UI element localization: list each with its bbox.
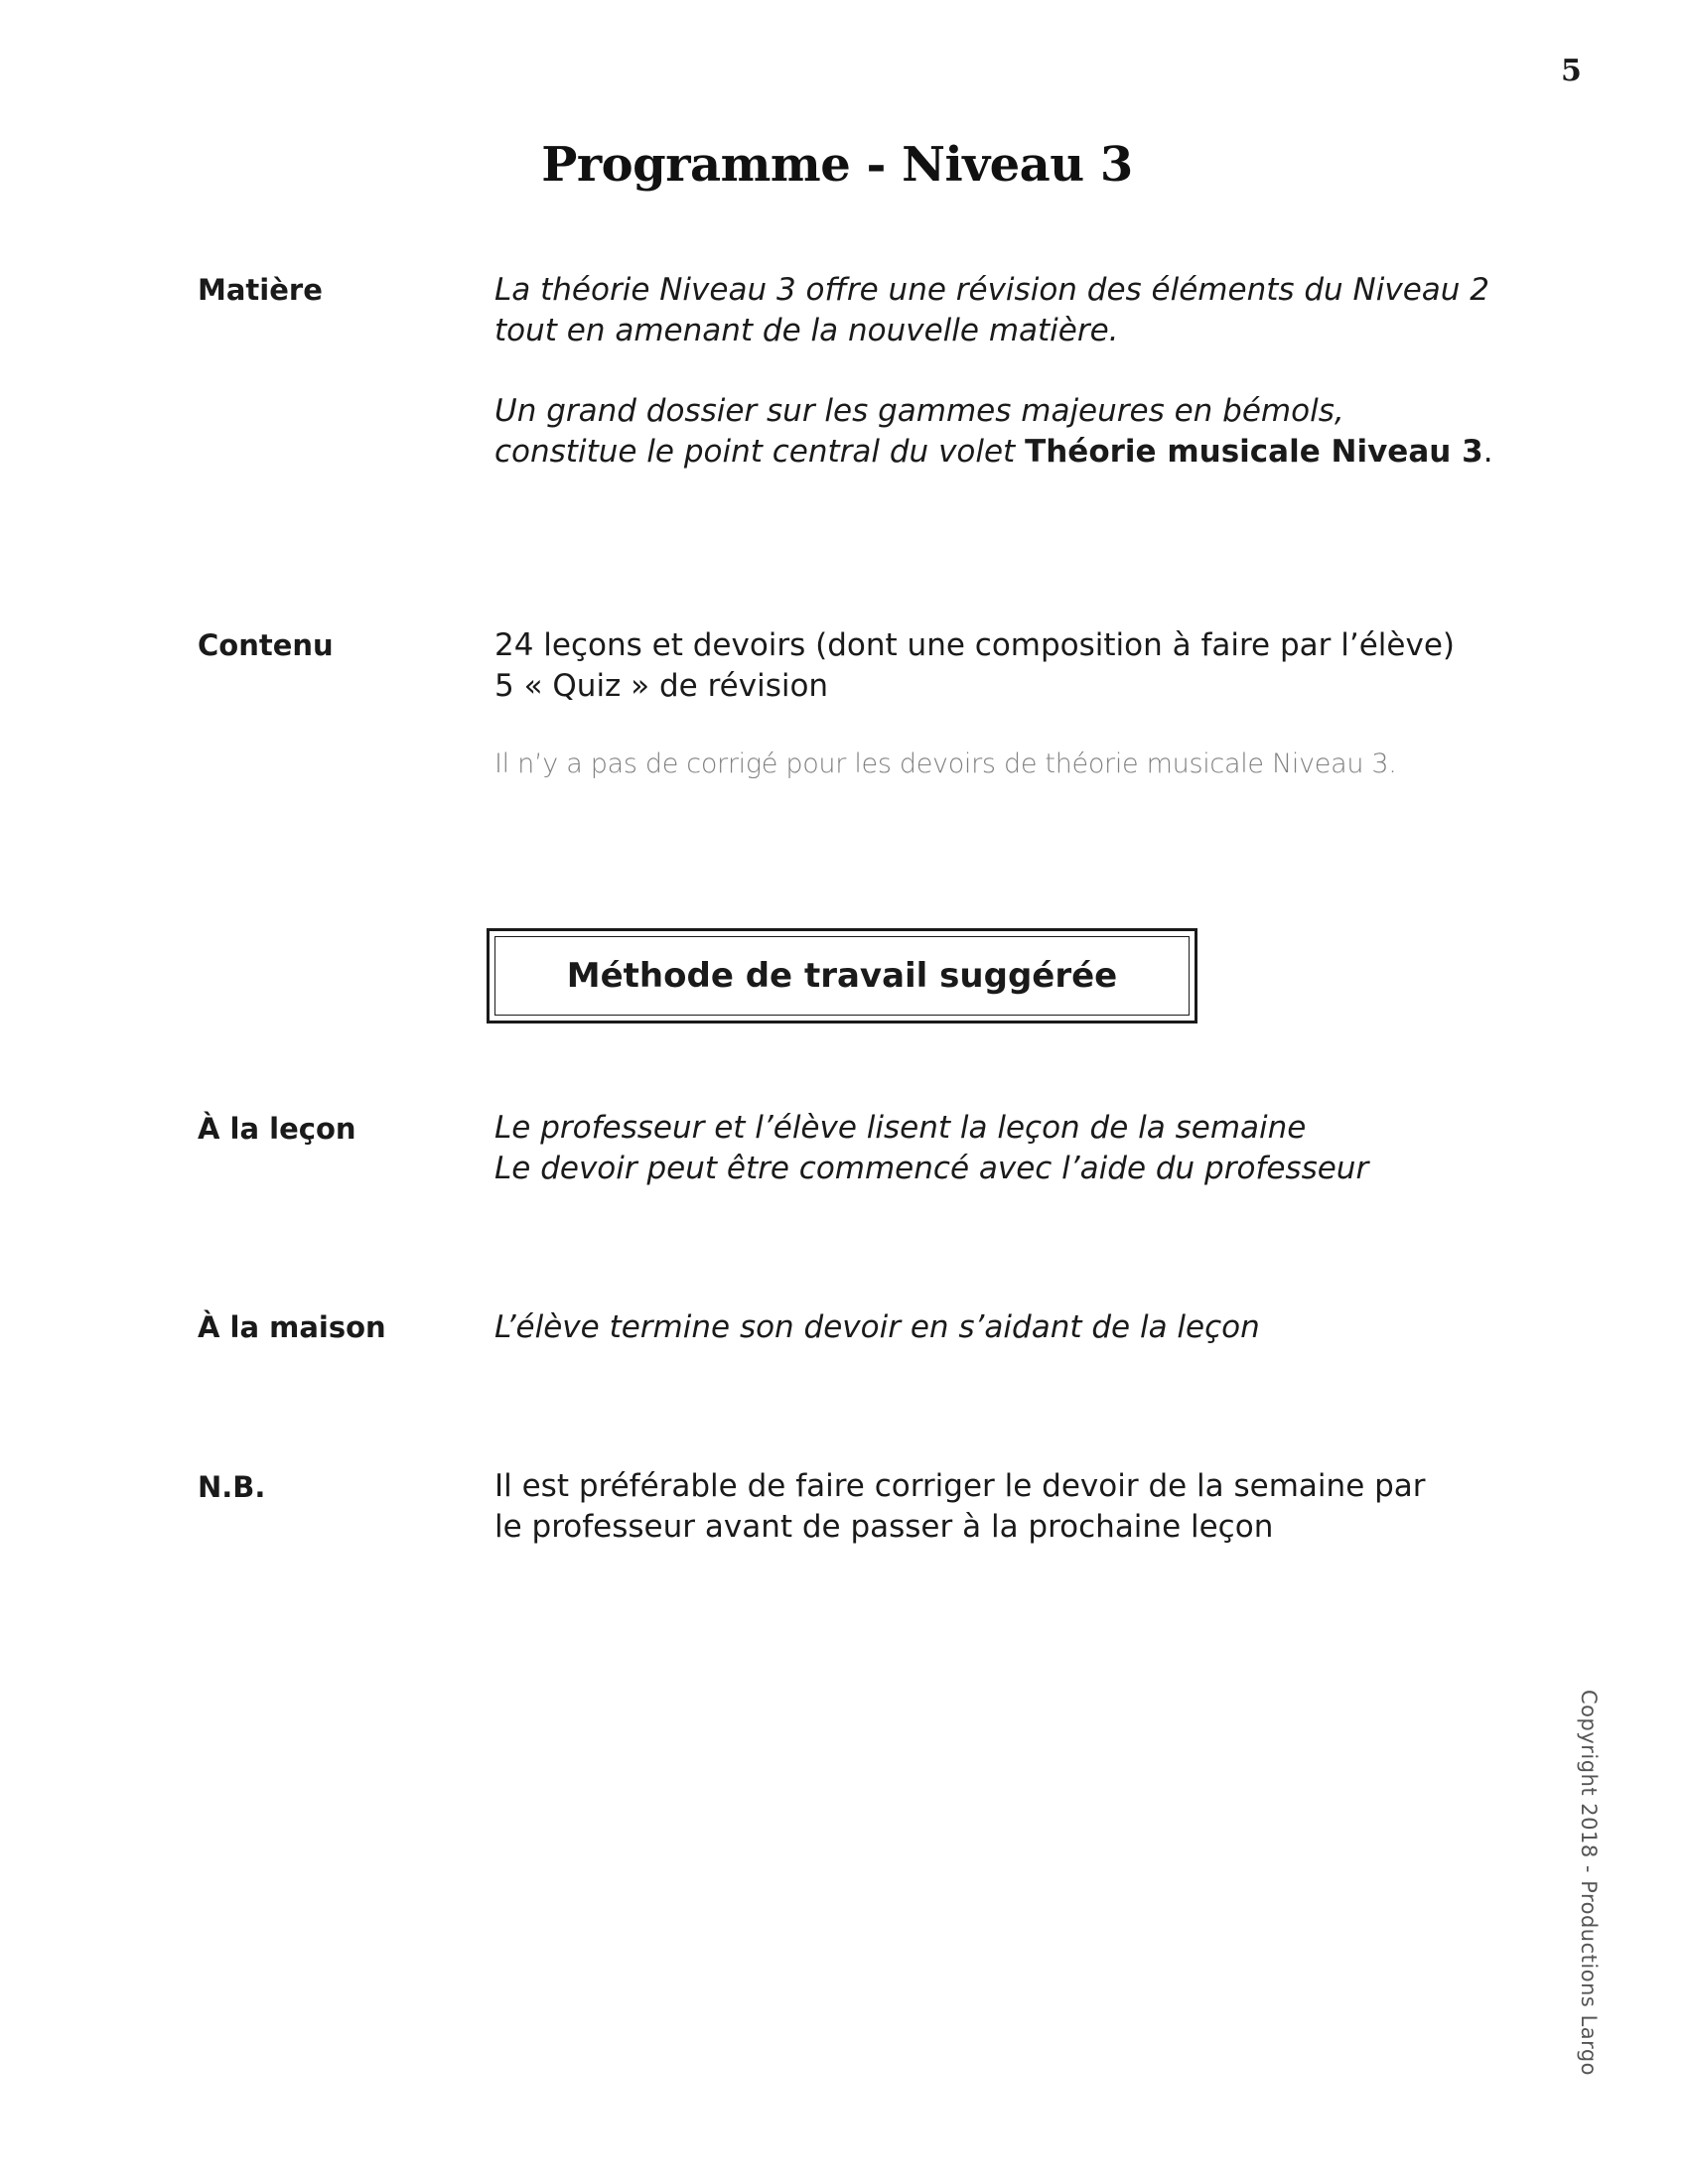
contenu-paragraph (494, 625, 1455, 707)
method-heading: Méthode de travail suggérée (566, 956, 1118, 996)
section-label-a-la-lecon: À la leçon (198, 1112, 356, 1146)
contenu-note: Il n’y a pas de corrigé pour les devoirs de théorie musicale Niveau 3. (494, 749, 1397, 779)
section-label-contenu: Contenu (198, 628, 334, 662)
method-heading-inner-frame (494, 936, 1190, 1016)
matiere-emphasis: Théorie musicale Niveau 3 (1025, 434, 1483, 470)
matiere-line-with-emphasis (494, 432, 1493, 473)
matiere-paragraph-2 (494, 391, 1493, 473)
nb-line: le professeur avant de passer à la prochaine leçon (494, 1509, 1274, 1545)
copyright-notice: Copyright 2018 - Productions Largo (1577, 1690, 1601, 2077)
matiere-text: . (1482, 434, 1493, 470)
nb-line: Il est préférable de faire corriger le devoir de la semaine par (494, 1468, 1426, 1504)
a-la-lecon-paragraph (494, 1108, 1368, 1189)
a-la-lecon-line: Le devoir peut être commencé avec l’aide du professeur (494, 1151, 1369, 1186)
a-la-maison-line: L’élève termine son devoir en s’aidant de la leçon (494, 1309, 1260, 1345)
section-label-nb: N.B. (198, 1470, 266, 1504)
contenu-line: 5 « Quiz » de révision (494, 668, 829, 704)
a-la-maison-paragraph (494, 1307, 1260, 1348)
page-title: Programme - Niveau 3 (541, 137, 1133, 193)
section-label-matiere: Matière (198, 273, 323, 307)
a-la-lecon-line: Le professeur et l’élève lisent la leçon de la semaine (494, 1110, 1307, 1146)
contenu-line: 24 leçons et devoirs (dont une composition à faire par l’élève) (494, 627, 1455, 663)
section-label-a-la-maison: À la maison (198, 1310, 386, 1344)
nb-paragraph (494, 1466, 1426, 1548)
matiere-line: tout en amenant de la nouvelle matière. (494, 313, 1119, 348)
matiere-text: constitue le point central du volet (494, 434, 1026, 470)
matiere-paragraph-1 (494, 270, 1489, 351)
matiere-line: La théorie Niveau 3 offre une révision des éléments du Niveau 2 (494, 272, 1489, 308)
page-number: 5 (1561, 54, 1582, 88)
method-heading-box (487, 928, 1197, 1024)
matiere-line: Un grand dossier sur les gammes majeures en bémols, (494, 393, 1344, 429)
